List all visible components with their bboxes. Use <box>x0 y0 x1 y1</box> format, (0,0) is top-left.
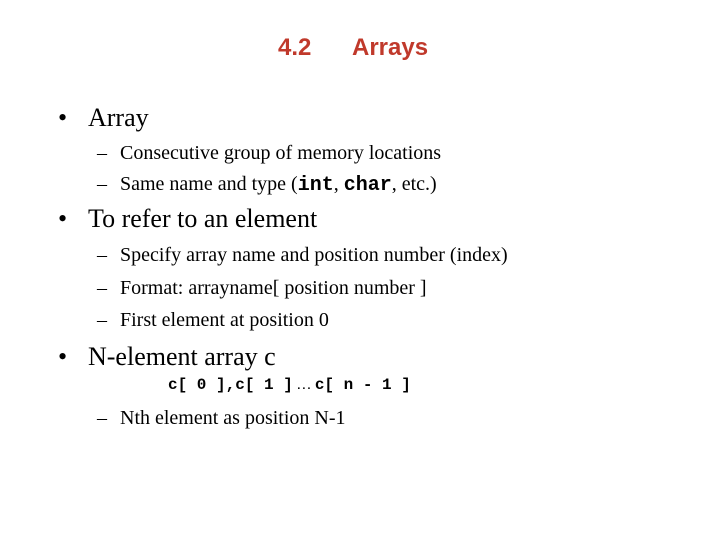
code-char: char <box>343 174 392 197</box>
dash-marker: – <box>97 309 107 331</box>
dash-marker: – <box>97 173 107 195</box>
bullet-label: N-element array c <box>88 342 276 371</box>
bullet-label: To refer to an element <box>88 204 318 233</box>
bullet-marker: • <box>58 103 68 132</box>
dash-marker: – <box>97 277 107 299</box>
sub-item-text <box>120 173 437 197</box>
sub-item-text: Format: arrayname[ position number ] <box>120 277 427 299</box>
text-post: , etc.) <box>391 173 437 195</box>
text-pre: Same name and type ( <box>120 173 298 195</box>
bullet-marker: • <box>58 204 68 233</box>
text-mid: , <box>333 173 344 195</box>
dash-marker: – <box>97 407 107 429</box>
sub-item-text: Nth element as position N-1 <box>120 407 346 429</box>
ellipsis: … <box>295 376 312 393</box>
dash-marker: – <box>97 244 107 266</box>
dash-marker: – <box>97 142 107 164</box>
sub-item-text: First element at position 0 <box>120 309 329 331</box>
section-number: 4.2 <box>278 34 312 61</box>
code-last-element: c[ n - 1 ] <box>314 376 411 394</box>
code-first-elements: c[ 0 ],c[ 1 ] <box>168 376 293 394</box>
bullet-label: Array <box>88 103 149 132</box>
code-int: int <box>297 174 334 197</box>
sub-item-text: Specify array name and position number (index) <box>120 244 508 266</box>
sub-item-text: Consecutive group of memory locations <box>120 142 442 164</box>
code-line <box>168 376 411 394</box>
title-text: Arrays <box>352 34 429 61</box>
bullet-marker: • <box>58 342 68 371</box>
